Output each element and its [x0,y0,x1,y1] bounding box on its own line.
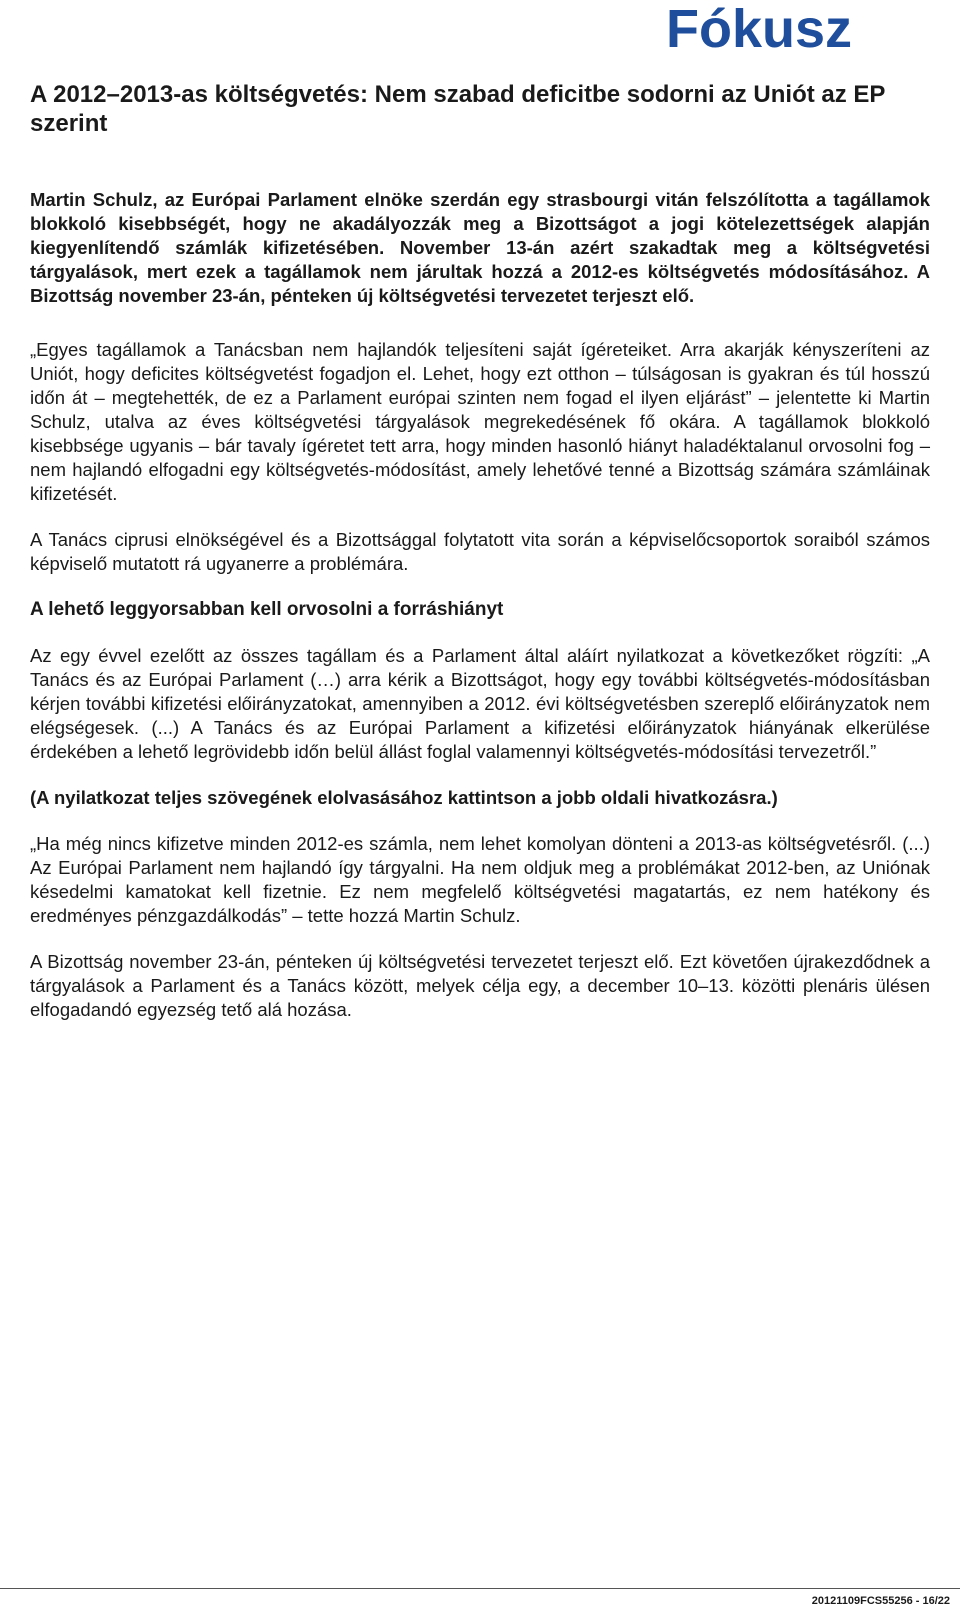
document-code: 20121109FCS55256 - 16/22 [811,1595,950,1607]
article-paragraph: „Ha még nincs kifizetve minden 2012-es számla, nem lehet komolyan dönteni a 2013-as költségvetésről. (...) Az Európai Parlament nem hajlandó így tárgyalni. Ha nem oldjuk meg a problémákat 2012-ben, az Uniónak késedelmi kamatokat kell fizetnie. Ez nem megfelelő költségvetési magatartás, ez nem hatékony és eredményes pénzgazdálkodás” – tette hozzá Martin Schulz. [30,833,930,926]
reference-note: (A nyilatkozat teljes szövegének elolvasásához kattintson a jobb oldali hivatkozásra.) [30,787,778,808]
footer-divider [0,1588,960,1589]
article-title: A 2012–2013-as költségvetés: Nem szabad deficitbe sodorni az Uniót az EP szerint [30,81,885,137]
section-subheading: A lehető leggyorsabban kell orvosolni a forráshiányt [30,599,504,620]
article-paragraph: „Egyes tagállamok a Tanácsban nem hajlandók teljesíteni saját ígéreteiket. Arra akarják kényszeríteni az Uniót, hogy deficites költségvetést fogadjon el. Lehet, hogy ezt otthon – túlságosan is gyakran és túl hosszú időn át – megtehették, de ez a Parlament európai szinten nem fogad el ilyen eljárást” – jelentette ki Martin Schulz, utalva az éves költségvetési tárgyalások megrekedésének fő okára. A tagállamok blokkoló kisebbsége ugyanis – bár tavaly ígéretet tett arra, hogy minden hasonló hiányt haladéktalanul orvosolni fog – nem hajlandó elfogadni egy költségvetés-módosítást, amely lehetővé tenné a Bizottság számára számláinak kifizetését. [30,339,930,504]
article-paragraph: A Bizottság november 23-án, pénteken új költségvetési tervezetet terjeszt elő. Ezt követően újrakezdődnek a tárgyalások a Parlament és a Tanács között, melyek célja egy, a december 10–13. közötti plenáris ülésen elfogadandó egyezség tető alá hozása. [30,951,930,1020]
article-paragraph: A Tanács ciprusi elnökségével és a Bizottsággal folytatott vita során a képviselőcsoportok soraiból számos képviselő mutatott rá ugyanerre a problémára. [30,529,930,574]
article-paragraph: Az egy évvel ezelőtt az összes tagállam és a Parlament által aláírt nyilatkozat a következőket rögzíti: „A Tanács és az Európai Parlament (…) arra kérik a Bizottságot, hogy egy további költségvetés-módosításban kérjen további kifizetési előirányzatokat, amennyiben a 2012. évi költségvetésben szereplő előirányzatok nem elégségesek. (...) A Tanács és az Európai Parlament a kifizetési előirányzatok hiányának elkerülése érdekében a lehető legrövidebb időn belül állást foglal valamennyi költségvetés-módosítási tervezetről.” [30,645,930,762]
article [30,80,930,1044]
section-label: Fókusz [665,0,852,59]
article-lead: Martin Schulz, az Európai Parlament elnöke szerdán egy strasbourgi vitán felszólította a tagállamok blokkoló kisebbségét, hogy ne akadályozzák meg a Bizottságot a jogi kötelezettségek alapján kiegyenlítendő számlák kifizetésében. November 13-án azért szakadtak meg a költségvetési tárgyalások, mert ezek a tagállamok nem járultak hozzá a 2012-es költségvetés módosításához. A Bizottság november 23-án, pénteken új költségvetési tervezetet terjeszt elő. [30,189,930,306]
